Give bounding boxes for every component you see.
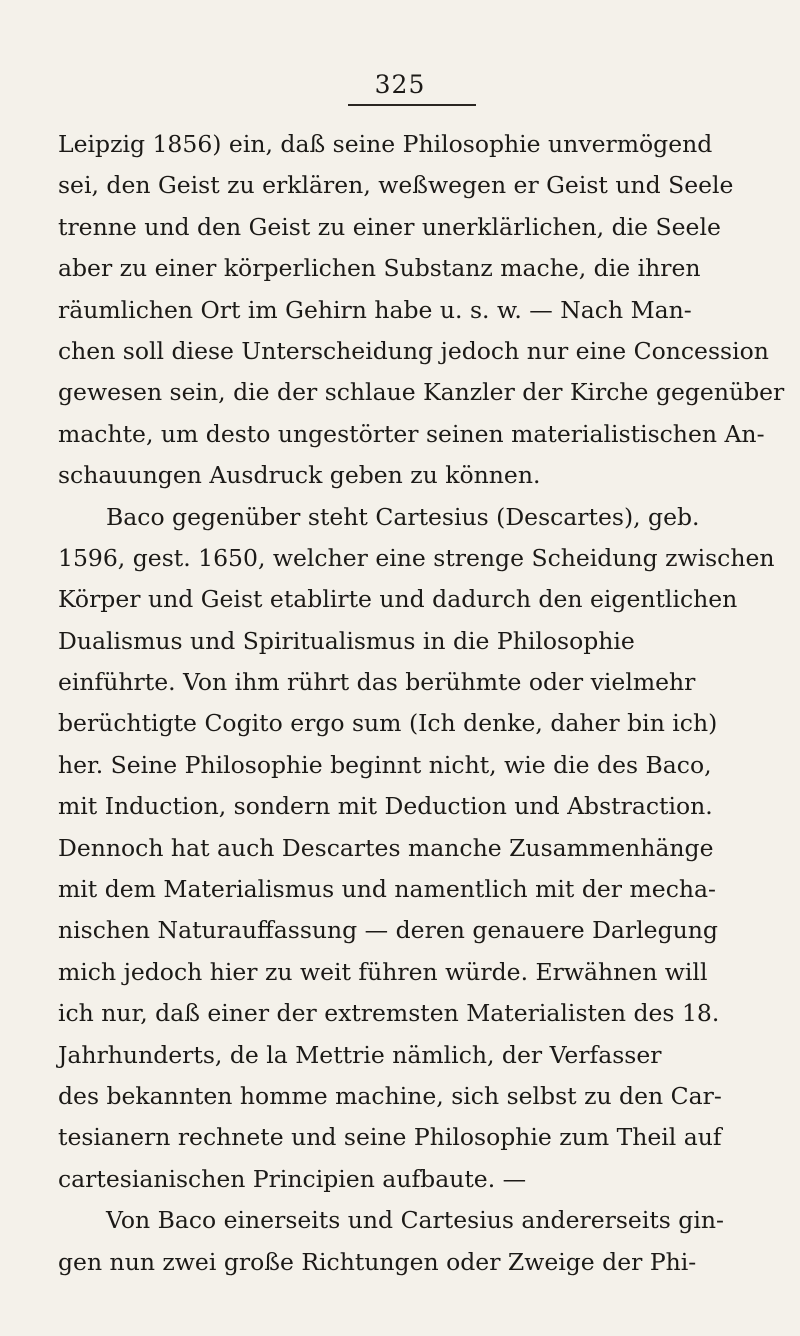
text-line: gewesen sein, die der schlaue Kanzler der Kirche gegenüber <box>58 378 785 407</box>
text-line: mit Induction, sondern mit Deduction und Abstraction. <box>58 792 713 821</box>
text-line: nischen Naturauffassung — deren genauere Darlegung <box>58 916 718 945</box>
text-line: sei, den Geist zu erklären, weßwegen er Geist und Seele <box>58 171 734 200</box>
text-line: ich nur, daß einer der extremsten Materialisten des 18. <box>58 999 720 1028</box>
text-line: schauungen Ausdruck geben zu können. <box>58 461 541 490</box>
text-line: mich jedoch hier zu weit führen würde. Erwähnen will <box>58 957 708 986</box>
text-line: Dualismus und Spiritualismus in die Philosophie <box>58 626 635 655</box>
page-number-rule <box>348 104 476 106</box>
paragraph-start-line: Von Baco einerseits und Cartesius andererseits gin- <box>106 1206 724 1235</box>
text-line: mit dem Materialismus und namentlich mit der mecha- <box>58 875 716 904</box>
text-line: Körper und Geist etablirte und dadurch den eigentlichen <box>58 585 738 614</box>
text-line: Dennoch hat auch Descartes manche Zusammenhänge <box>58 833 714 862</box>
text-line: Leipzig 1856) ein, daß seine Philosophie unvermögend <box>58 130 713 158</box>
text-line: tesianern rechnete und seine Philosophie zum Theil auf <box>58 1123 722 1152</box>
text-line: des bekannten homme machine, sich selbst zu den Car- <box>58 1081 722 1110</box>
paragraph-start-line: Baco gegenüber steht Cartesius (Descartes), geb. <box>106 502 700 531</box>
text-line: her. Seine Philosophie beginnt nicht, wie die des Baco, <box>58 750 712 779</box>
text-line: berüchtigte Cogito ergo sum (Ich denke, daher bin ich) <box>58 709 718 738</box>
text-line: chen soll diese Unterscheidung jedoch nur eine Concession <box>58 336 769 365</box>
text-line: machte, um desto ungestörter seinen materialistischen An- <box>58 419 765 448</box>
body-text <box>58 124 785 1283</box>
text-line: räumlichen Ort im Gehirn habe u. s. w. — Nach Man- <box>58 295 692 324</box>
text-line: aber zu einer körperlichen Substanz mache, die ihren <box>58 254 701 283</box>
page-number: 325 <box>374 70 426 99</box>
text-line: gen nun zwei große Richtungen oder Zweige der Phi- <box>58 1247 697 1276</box>
text-line: Jahrhunderts, de la Mettrie nämlich, der Verfasser <box>58 1040 662 1069</box>
text-line: einführte. Von ihm rührt das berühmte oder vielmehr <box>58 668 696 697</box>
text-line: cartesianischen Principien aufbaute. — <box>58 1164 527 1193</box>
text-line: 1596, gest. 1650, welcher eine strenge Scheidung zwischen <box>58 543 775 572</box>
text-line: trenne und den Geist zu einer unerklärlichen, die Seele <box>58 212 721 241</box>
